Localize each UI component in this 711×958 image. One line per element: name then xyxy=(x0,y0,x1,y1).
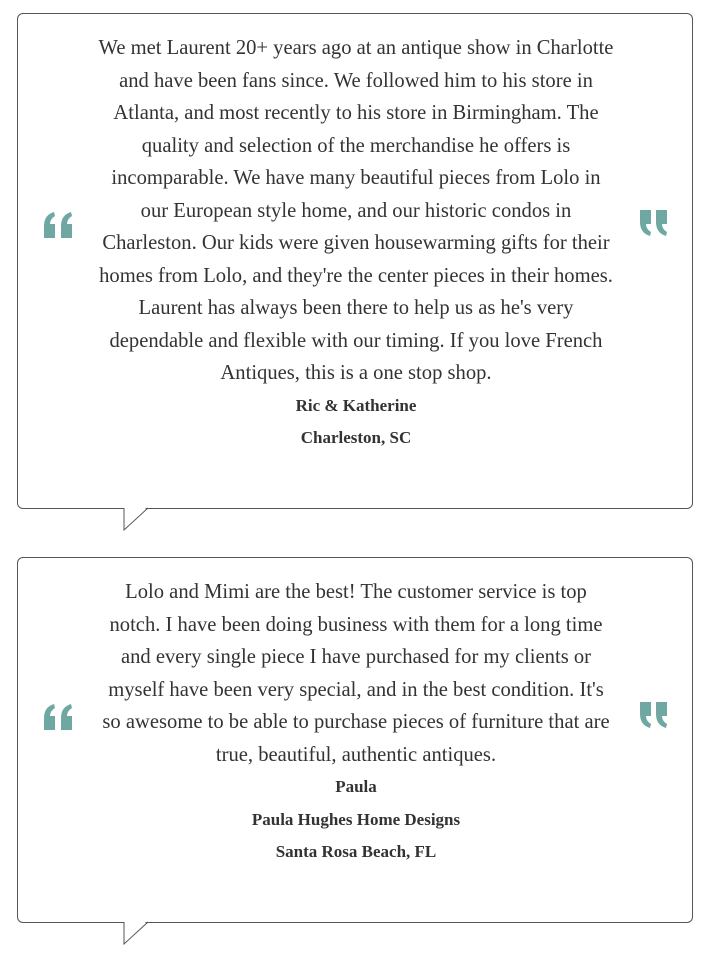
testimonial-content xyxy=(98,32,614,455)
testimonial-quote: We met Laurent 20+ years ago at an antique show in Charlotte and have been fans since. We followed him to his store in Atlanta, and most recently to his store in Birmingham. The quality and selection of the merchandise he offers is incomparable. We have many beautiful pieces from Lolo in our European style home, and our historic condos in Charleston. Our kids were given housewarming gifts for their homes from Lolo, and they're the center pieces in their homes. Laurent has always been there to help us as he's very dependable and flexible with our timing. If you love French Antiques, this is a one stop shop. xyxy=(98,37,614,384)
testimonial-name: Ric & Katherine xyxy=(295,395,417,415)
speech-bubble-tail xyxy=(124,922,148,944)
testimonial-location: Santa Rosa Beach, FL xyxy=(275,842,437,861)
testimonial-name: Paula xyxy=(335,777,377,796)
open-quote-icon xyxy=(42,702,76,730)
testimonial-content xyxy=(98,576,614,869)
close-quote-icon xyxy=(636,210,670,238)
speech-bubble-tail xyxy=(124,508,148,530)
testimonial-card xyxy=(17,13,693,509)
testimonial-location: Charleston, SC xyxy=(300,428,412,447)
testimonial-quote: Lolo and Mimi are the best! The customer service is top notch. I have been doing business with them for a long time and every single piece I have purchased for my clients or myself have been very special, and in the best condition. It's so awesome to be able to purchase pieces of furniture that are true, beautiful, authentic antiques. xyxy=(102,581,610,766)
testimonial-card xyxy=(17,557,693,923)
testimonial-company: Paula Hughes Home Designs xyxy=(251,809,461,829)
close-quote-icon xyxy=(636,702,670,730)
open-quote-icon xyxy=(42,210,76,238)
